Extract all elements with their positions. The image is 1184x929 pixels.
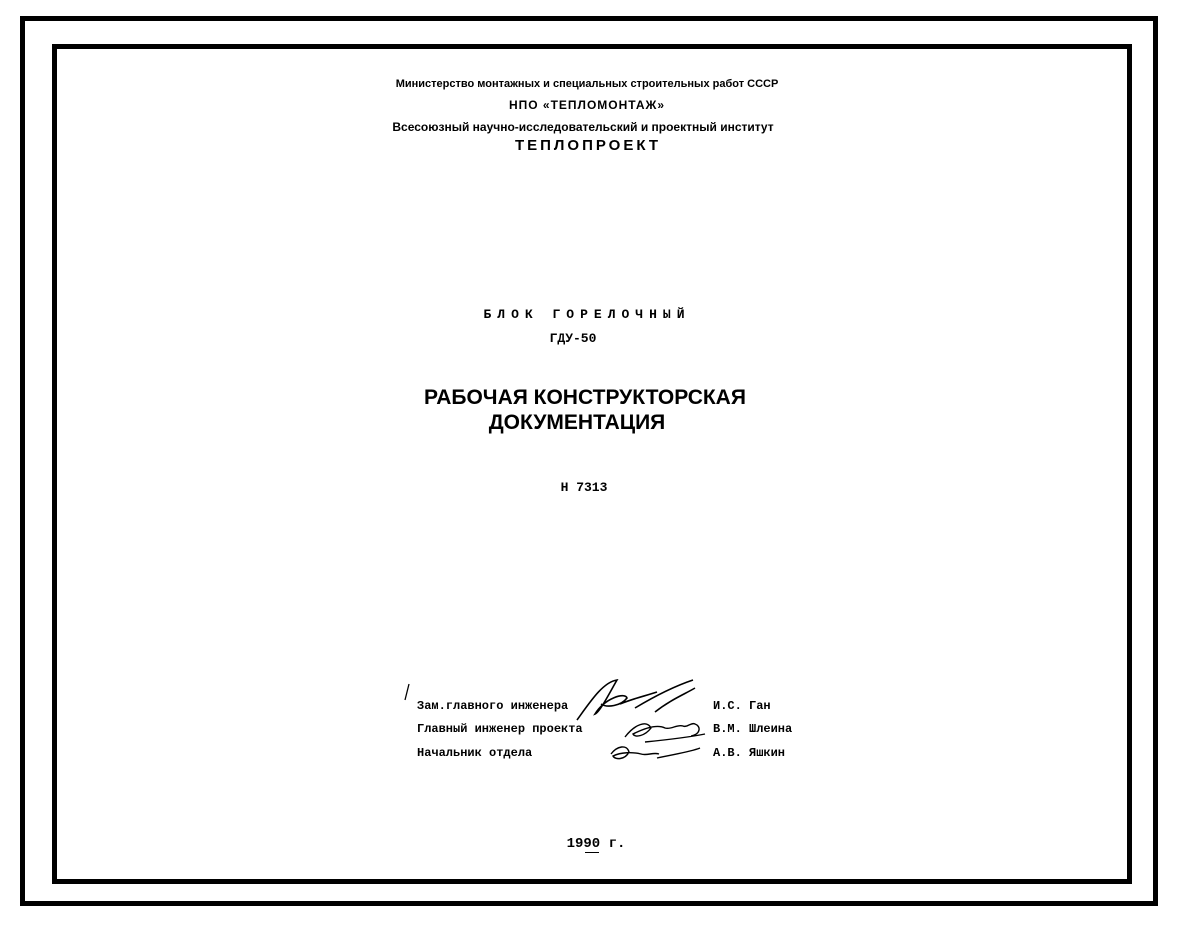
document-title-line-2: ДОКУМЕНТАЦИЯ	[488, 411, 666, 434]
signature-3	[611, 747, 700, 759]
year-underline	[585, 852, 599, 853]
signature-mark	[405, 684, 409, 700]
product-title: БЛОК ГОРЕЛОЧНЫЙ	[483, 307, 691, 322]
signatory-role: Главный инженер проекта	[417, 722, 583, 736]
document-code: Н 7313	[560, 480, 608, 495]
document-title-line-1: РАБОЧАЯ КОНСТРУКТОРСКАЯ	[424, 386, 746, 409]
npo-line: НПО «ТЕПЛОМОНТАЖ»	[508, 98, 666, 112]
signatory-name: И.С. Ган	[713, 699, 771, 713]
signatory-name: А.В. Яшкин	[713, 746, 786, 760]
product-model: ГДУ-50	[549, 331, 597, 346]
signatory-name: В.М. Шлеина	[713, 722, 793, 736]
signatory-role: Зам.главного инженера	[417, 699, 569, 713]
ministry-line: Министерство монтажных и специальных строительных работ СССР	[395, 78, 779, 90]
signatory-role: Начальник отдела	[417, 746, 533, 760]
signature-2	[625, 724, 705, 742]
institute-line: Всесоюзный научно-исследовательский и проектный институт	[392, 120, 774, 134]
signatures-graphic	[395, 672, 725, 777]
year: 1990 г.	[566, 836, 626, 852]
signature-1	[577, 680, 695, 720]
institute-name: ТЕПЛОПРОЕКТ	[514, 137, 662, 154]
